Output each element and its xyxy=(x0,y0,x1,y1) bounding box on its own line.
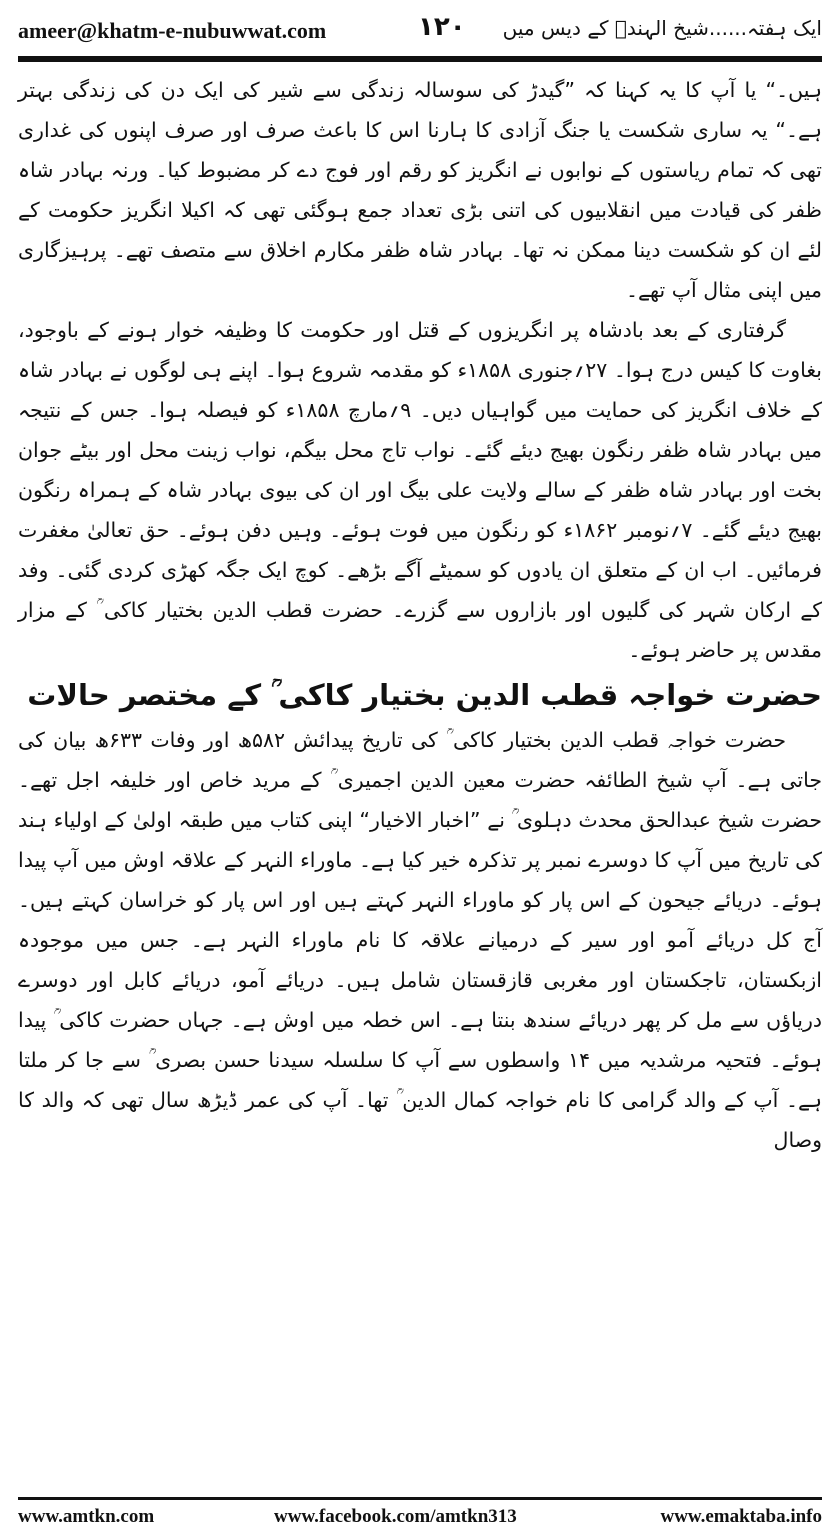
footer-link-emaktaba[interactable]: www.emaktaba.info xyxy=(660,1506,822,1527)
page-body xyxy=(18,70,822,1480)
header-rule xyxy=(18,56,822,62)
section-heading: حضرت خواجہ قطب الدین بختیار کاکی ؒ کے مختصر حالات xyxy=(27,678,822,712)
page-footer xyxy=(18,1506,822,1532)
header-email: ameer@khatm-e-nubuwwat.com xyxy=(18,18,327,43)
paragraph-1: ہیں۔“ یا آپ کا یہ کہنا کہ ”گیدڑ کی سوسالہ زندگی سے شیر کی ایک دن کی زندگی بہتر ہے۔“ یہ ساری شکست یا جنگ آزادی کا ہارنا اس کا باعث صرف اور صرف اپنوں کی غداری تھی کہ تمام ریاستوں کے نوابوں نے انگریز کو رقم اور فوج دے کر مضبوط کیا۔ ورنہ بہادر شاہ ظفر کی قیادت میں انقلابیوں کی اتنی بڑی تعداد جمع ہوگئی تھی کہ اکیلا انگریز حکومت کے لئے ان کو شکست دینا ممکن نہ تھا۔ بہادر شاہ ظفر مکارم اخلاق سے متصف تھے۔ پرہیزگاری میں اپنی مثال آپ تھے۔ xyxy=(18,78,822,302)
paragraph-3: حضرت خواجہ قطب الدین بختیار کاکی ؒ کی تاریخ پیدائش ۵۸۲ھ اور وفات ۶۳۳ھ بیان کی جاتی ہے۔ آپ شیخ الطائفہ حضرت معین الدین اجمیری ؒ کے مرید خاص اور خلیفہ اجل تھے۔ حضرت شیخ عبدالحق محدث دہلوی ؒ نے ”اخبار الاخیار“ اپنی کتاب میں طبقہ اولیٰ کے اولیاء ہند کی تاریخ میں آپ کا دوسرے نمبر پر تذکرہ خیر کیا ہے۔ ماوراء النہر کے علاقہ اوش میں آپ پیدا ہوئے۔ دریائے جیحون کے اس پار کو ماوراء النہر کہتے ہیں اور اس پار کو خراسان کہتے ہیں۔ آج کل دریائے آمو اور سیر کے درمیانے علاقہ کا نام ماوراء النہر ہے۔ جس میں موجودہ ازبکستان، تاجکستان اور مغربی قازقستان شامل ہیں۔ دریائے آمو، دریائے کابل اور دوسرے دریاؤں سے مل کر پھر دریائے سندھ بنتا ہے۔ اس خطہ میں اوش ہے۔ جہاں حضرت کاکی ؒ پیدا ہوئے۔ فتحیہ مرشدیہ میں ۱۴ واسطوں سے آپ کا سلسلہ سیدنا حسن بصری ؒ سے جا کر ملتا ہے۔ آپ کے والد گرامی کا نام خواجہ کمال الدین ؒ تھا۔ آپ کی عمر ڈیڑھ سال تھی کہ والد کا وصال xyxy=(18,728,823,1152)
page-header xyxy=(18,14,822,50)
page-number: ۱۲۰ xyxy=(418,12,466,42)
running-title: ایک ہفتہ......شیخ الہندؒ کے دیس میں xyxy=(502,16,822,40)
footer-link-amtkn[interactable]: www.amtkn.com xyxy=(18,1506,155,1527)
footer-rule xyxy=(18,1497,822,1500)
footer-link-facebook[interactable]: www.facebook.com/amtkn313 xyxy=(274,1506,517,1527)
paragraph-2: گرفتاری کے بعد بادشاہ پر انگریزوں کے قتل اور حکومت کا وظیفہ خوار ہونے کے باوجود، بغاوت کا کیس درج ہوا۔ ۲۷؍جنوری ۱۸۵۸ء کو مقدمہ شروع ہوا۔ اپنے ہی لوگوں نے بہادر شاہ کے خلاف انگریز کی حمایت میں گواہیاں دیں۔ ۹؍مارچ ۱۸۵۸ء کو فیصلہ ہوا۔ جس کے نتیجہ میں بہادر شاہ ظفر رنگون بھیج دیئے گئے۔ نواب تاج محل بیگم، نواب زینت محل اور بیٹے جوان بخت اور بہادر شاہ ظفر کے سالے ولایت علی بیگ اور ان کی بیوی بہادر شاہ کے ہمراہ رنگون بھیج دیئے گئے۔ ۷؍نومبر ۱۸۶۲ء کو رنگون میں فوت ہوئے۔ وہیں دفن ہوئے۔ حق تعالیٰ مغفرت فرمائیں۔ اب ان کے متعلق ان یادوں کو سمیٹے آگے بڑھے۔ کوچ ایک جگہ کھڑی کردی گئی۔ وفد کے ارکان شہر کی گلیوں اور بازاروں سے گزرے۔ حضرت قطب الدین بختیار کاکی ؒ کے مزار مقدس پر حاضر ہوئے۔ xyxy=(18,318,822,662)
